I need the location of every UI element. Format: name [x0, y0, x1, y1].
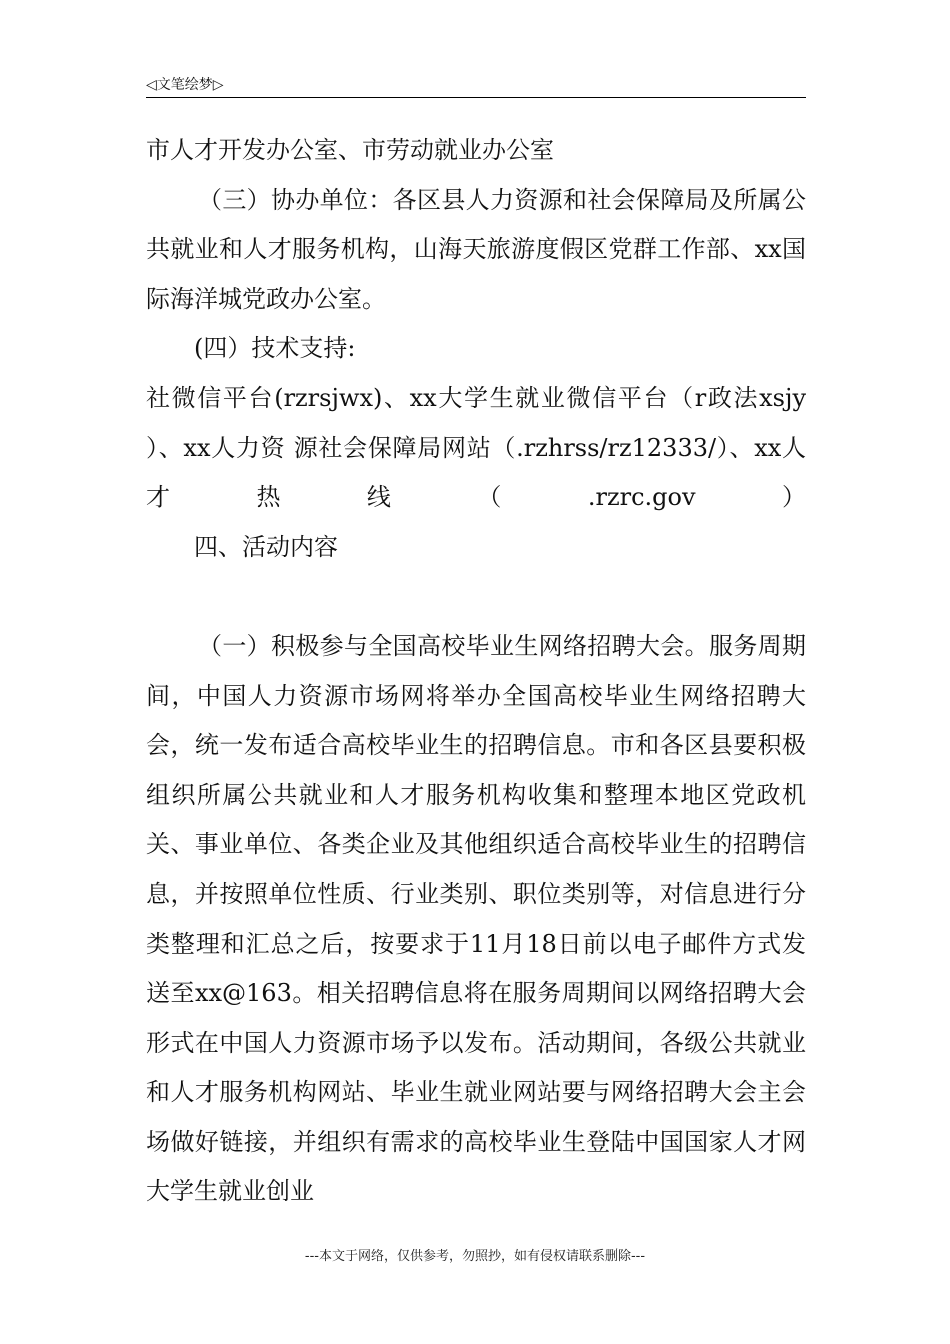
page-footer: ---本文于网络，仅供参考，勿照抄，如有侵权请联系删除---: [304, 1249, 646, 1264]
paragraph-tech-support-heading: (四）技术支持:: [194, 334, 356, 363]
document-body: [146, 126, 806, 1217]
paragraph-organizers: 市人才开发办公室、市劳动就业办公室: [146, 136, 554, 164]
paragraph-online-job-fair: （一）积极参与全国高校毕业生网络招聘大会。服务周期间，中国人力资源市场网将举办全国高校毕业生网络招聘大会，统一发布适合高校毕业生的招聘信息。市和各区县要积极组织所属公共就业和人才服务机构收集和整理本地区党政机关、事业单位、各类企业及其他组织适合高校毕业生的招聘信息，并按照单位性质、行业类别、职位类别等，对信息进行分类整理和汇总之后，按要求于11月18日前以电子邮件方式发送至xx@163。相关招聘信息将在服务周期间以网络招聘大会形式在中国人力资源市场予以发布。活动期间，各级公共就业和人才服务机构网站、毕业生就业网站要与网络招聘大会主会场做好链接，并组织有需求的高校毕业生登陆中国国家人才网大学生就业创业: [146, 631, 806, 1206]
paragraph-tech-support-list: 社微信平台(rzrsjwx)、xx大学生就业微信平台（r政法xsjy ）、xx人力资 源社会保障局网站（.rzhrss/rz12333/）、xx人才热线（.rzrc.gov）: [146, 383, 806, 512]
paragraph-co-organizers: （三）协办单位：各区县人力资源和社会保障局及所属公共就业和人才服务机构，山海天旅游度假区党群工作部、xx国际海洋城党政办公室。: [146, 185, 806, 313]
page-header: ◁文笔绘梦▷: [146, 73, 806, 98]
blank-line: [146, 572, 806, 622]
section-heading-activities: 四、活动内容: [194, 532, 338, 561]
